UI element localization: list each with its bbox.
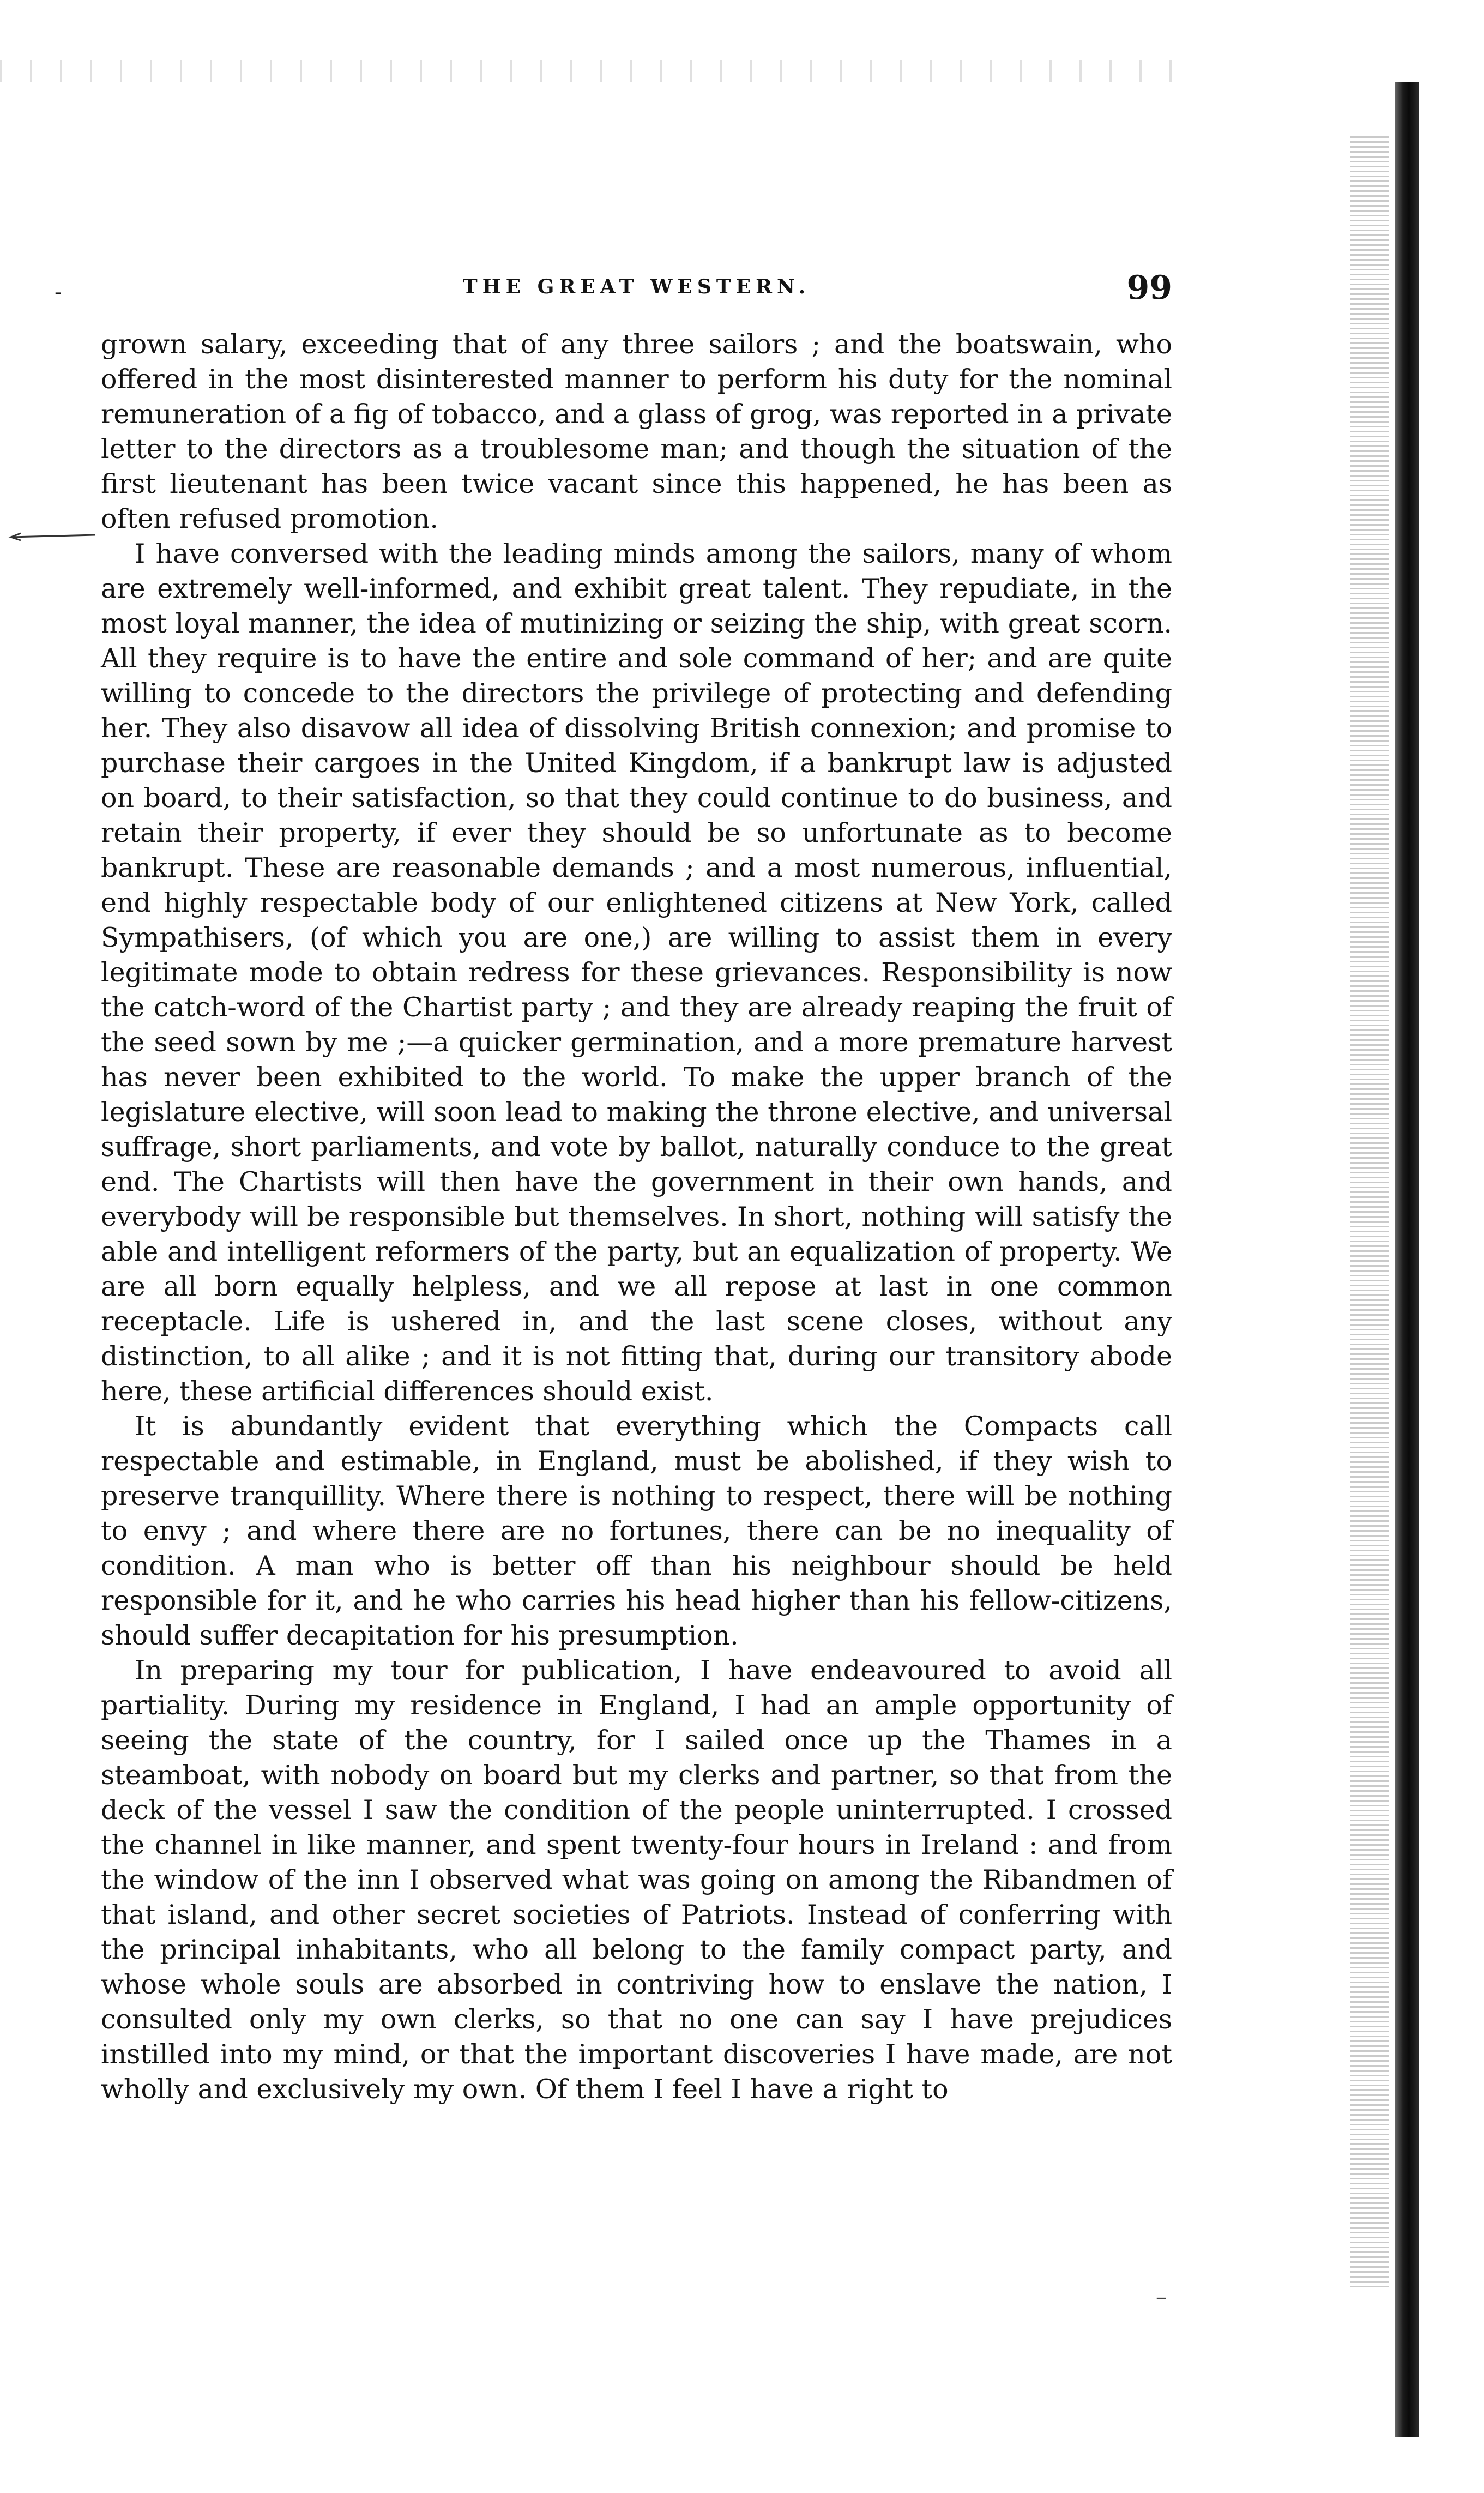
page-number: 99	[1126, 269, 1172, 307]
paragraph: It is abundantly evident that everything which the Compacts call respectable and estimable, in England, must be abolished, if they wish to preserve tranquillity. Where there is nothing to respect, there will be nothing to envy ; and where there are no fortunes, there can be no inequality of condition. A man who is better off than his neighbour should be held responsible for it, and he who carries his head higher than his fellow-citizens, should suffer decapitation for his presumption.	[101, 1411, 1172, 1651]
paragraph: grown salary, exceeding that of any three sailors ; and the boatswain, who offered in the most disinterested manner to perform his duty for the nominal remuneration of a fig of tobacco, and a glass of grog, was reported in a private letter to the directors as a troublesome man; and though the situation of the first lieutenant has been twice vacant since this happened, he has been as often refused promotion.	[101, 329, 1172, 534]
binding-speckle	[1350, 136, 1389, 2290]
running-head	[55, 269, 1172, 319]
header-mark: -	[55, 280, 62, 305]
page-binding-shadow	[1395, 82, 1419, 2437]
body-text	[101, 327, 1172, 2107]
page-specks	[0, 60, 1199, 82]
paragraph: In preparing my tour for publication, I have endeavoured to avoid all partiality. During my residence in England, I had an ample opportunity of seeing the state of the country, for I sailed once up the Thames in a steamboat, with nobody on board but my clerks and partner, so that from the deck of the vessel I saw the condition of the people uninterrupted. I crossed the channel in like manner, and spent twenty-four hours in Ireland : and from the window of the inn I observed what was going on among the Ribandmen of that island, and other secret societies of Patriots. Instead of conferring with the principal inhabitants, who all belong to the family compact party, and whose whole souls are absorbed in contriving how to enslave the nation, I consulted only my own clerks, so that no one can say I have prejudices instilled into my mind, or that the important discoveries I have made, are not wholly and exclusively my own. Of them I feel I have a right to	[101, 1655, 1172, 2105]
margin-pointer-mark	[0, 532, 101, 537]
footer-mark: –	[1156, 2285, 1167, 2310]
paragraph: I have conversed with the leading minds among the sailors, many of whom are extremely well-informed, and exhibit great talent. They repudiate, in the most loyal manner, the idea of mutinizing or seizing the ship, with great scorn. All they require is to have the entire and sole command of her; and are quite willing to concede to the directors the privilege of protecting and defending her. They also disavow all idea of dissolving British connexion; and promise to purchase their cargoes in the United Kingdom, if a bankrupt law is adjusted on board, to their satisfaction, so that they could continue to do business, and retain their property, if ever they should be so unfortunate as to become bankrupt. These are reasonable demands ; and a most numerous, influential, end highly respectable body of our enlightened citizens at New York, called Sympathisers, (of which you are one,) are willing to assist them in every legitimate mode to obtain redress for these grievances. Responsibility is now the catch-word of the Chartist party ; and they are already reaping the fruit of the seed sown by me ;—a quicker germination, and a more premature harvest has never been exhibited to the world. To make the upper branch of the legislature elective, will soon lead to making the throne elective, and universal suffrage, short parliaments, and vote by ballot, naturally conduce to the great end. The Chartists will then have the government in their own hands, and everybody will be responsible but themselves. In short, nothing will satisfy the able and intelligent reformers of the party, but an equalization of property. We are all born equally helpless, and we all repose at last in one common receptacle. Life is ushered in, and the last scene closes, without any distinction, to all alike ; and it is not fitting that, during our transitory abode here, these artificial differences should exist.	[101, 538, 1172, 1407]
page-title: THE GREAT WESTERN.	[462, 275, 811, 298]
